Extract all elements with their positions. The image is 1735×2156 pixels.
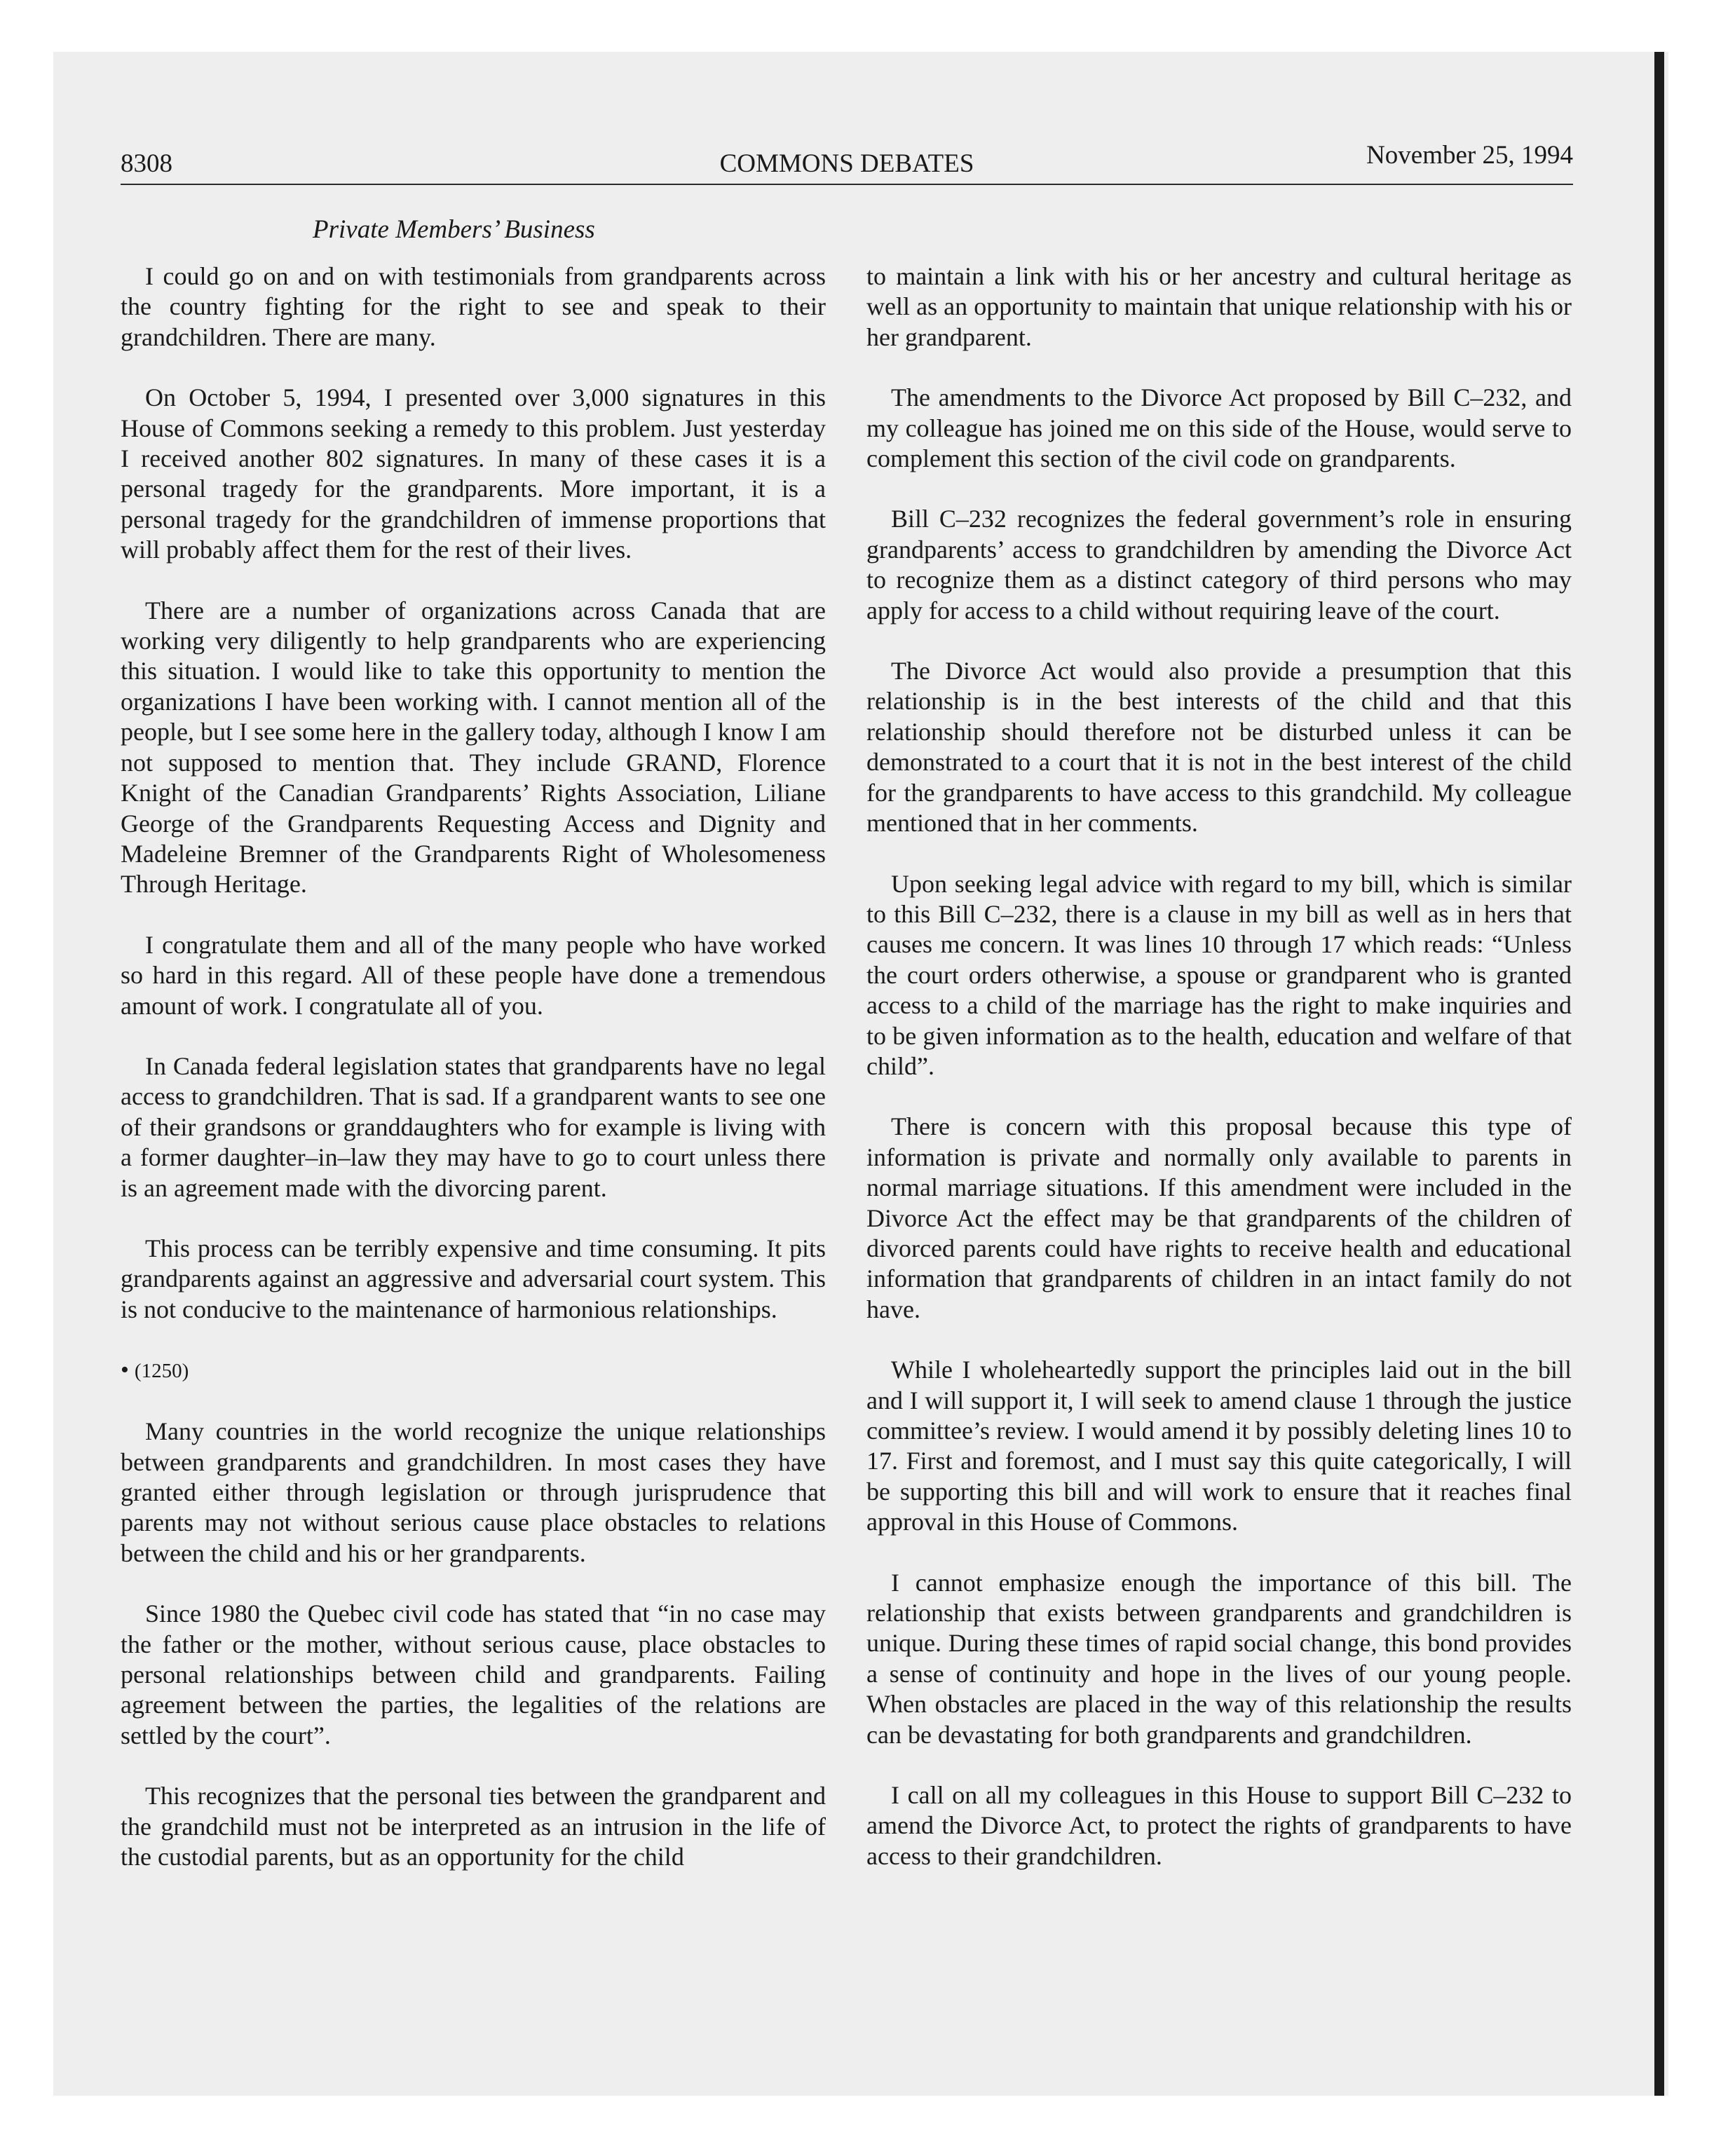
paragraph: On October 5, 1994, I presented over 3,000 signatures in this House of Commons seeking a remedy to this problem. Just yesterday I received another 802 signatures. In many of these cases it is a personal tragedy for the grandparents. More important, it is a personal tragedy for the grandchildren of immense proportions that will probably affect them for the rest of their lives. xyxy=(121,383,826,564)
paragraph: I cannot emphasize enough the importance of this bill. The relationship that exists between grandparents and grandchildren is unique. During these times of rapid social change, this bond provides a sense of continuity and hope in the lives of our young people. When obstacles are placed in the way of this relationship the results can be devastating for both grandparents and grandchildren. xyxy=(866,1568,1572,1749)
header-date: November 25, 1994 xyxy=(1366,141,1573,170)
paragraph: This process can be terribly expensive and time consuming. It pits grandparents against an aggressive and adversarial court system. This is not conducive to the maintenance of harmonious relationships. xyxy=(121,1234,826,1323)
left-column xyxy=(121,261,826,1902)
paragraph: Many countries in the world recognize the unique relationships between grandparents and grandchildren. In most cases they have granted either through legislation or through jurisprudence that parents may not without serious cause place obstacles to relations between the child and his or her grandparents. xyxy=(121,1417,826,1567)
bullet-icon: • xyxy=(121,1357,129,1384)
paragraph: I could go on and on with testimonials from grandparents across the country fighting for the right to see and speak to their grandchildren. There are many. xyxy=(121,262,826,351)
time-stamp-value: (1250) xyxy=(134,1360,189,1383)
paragraph: In Canada federal legislation states that grandparents have no legal access to grandchildren. That is sad. If a grandparent wants to see one of their grandsons or granddaughters who for example is living with a former daughter–in–law they may have to go to court unless there is an agreement made with the divorcing parent. xyxy=(121,1051,826,1202)
paragraph: There is concern with this proposal because this type of information is private and normally only available to parents in normal marriage situations. If this amendment were included in the Divorce Act the effect may be that grandparents of the children of divorced parents could have rights to receive health and educational information that grandparents of children in an intact family do not have. xyxy=(866,1112,1572,1323)
section-title: Private Members’ Business xyxy=(313,215,595,244)
paragraph: Upon seeking legal advice with regard to my bill, which is similar to this Bill C–232, there is a clause in my bill as well as in hers that causes me concern. It was lines 10 through 17 which reads: “Unless the court orders otherwise, a spouse or grandparent who is granted access to a child of the marriage has the right to make inquiries and to be given information as to the health, education and welfare of that child”. xyxy=(866,869,1572,1080)
paragraph: Since 1980 the Quebec civil code has stated that “in no case may the father or the mother, without serious cause, place obstacles to personal relationships between child and grandparents. Failing agreement between the parties, the legalities of the relations are settled by the court”. xyxy=(121,1599,826,1749)
paragraph: This recognizes that the personal ties between the grandparent and the grandchild must not be interpreted as an intrusion in the life of the custodial parents, but as an opportunity for the child xyxy=(121,1782,826,1871)
journal-title: COMMONS DEBATES xyxy=(719,149,974,178)
page-header xyxy=(121,140,1573,185)
paragraph: While I wholeheartedly support the principles laid out in the bill and I will support it, I will seek to amend clause 1 through the justice committee’s review. I would amend it by possibly deleting lines 10 to 17. First and foremost, and I must say this quite categorically, I will be supporting this bill and will work to ensure that it reaches final approval in this House of Commons. xyxy=(866,1356,1572,1536)
paragraph: I call on all my colleagues in this House to support Bill C–232 to amend the Divorce Act, to protect the rights of grandparents to have access to their grandchildren. xyxy=(866,1781,1572,1870)
scan-edge-shadow xyxy=(1654,52,1664,2096)
time-stamp xyxy=(121,1355,826,1386)
paragraph: There are a number of organizations across Canada that are working very diligently to help grandparents who are experiencing this situation. I would like to take this opportunity to mention the organizations I have been working with. I cannot mention all of the people, but I see some here in the gallery today, although I know I am not supposed to mention that. They include GRAND, Florence Knight of the Canadian Grandparents’ Rights Association, Liliane George of the Grandparents Requesting Access and Dignity and Madeleine Bremner of the Grandparents Right of Wholesomeness Through Heritage. xyxy=(121,596,826,899)
paragraph: Bill C–232 recognizes the federal government’s role in ensuring grandparents’ access to grandchildren by amending the Divorce Act to recognize them as a distinct category of third persons who may apply for access to a child without requiring leave of the court. xyxy=(866,505,1572,625)
paragraph: The Divorce Act would also provide a presumption that this relationship is in the best interests of the child and that this relationship should therefore not be disturbed unless it can be demonstrated to a court that it is not in the best interest of the child for the grandparents to have access to this grandchild. My colleague mentioned that in her comments. xyxy=(866,657,1572,838)
paragraph: to maintain a link with his or her ancestry and cultural heritage as well as an opportunity to maintain that unique relationship with his or her grandparent. xyxy=(866,262,1572,351)
page-number: 8308 xyxy=(121,149,172,178)
right-column xyxy=(866,261,1572,1902)
paragraph: The amendments to the Divorce Act proposed by Bill C–232, and my colleague has joined me on this side of the House, would serve to complement this section of the civil code on grandparents. xyxy=(866,383,1572,473)
paragraph: I congratulate them and all of the many people who have worked so hard in this regard. All of these people have done a tremendous amount of work. I congratulate all of you. xyxy=(121,930,826,1020)
